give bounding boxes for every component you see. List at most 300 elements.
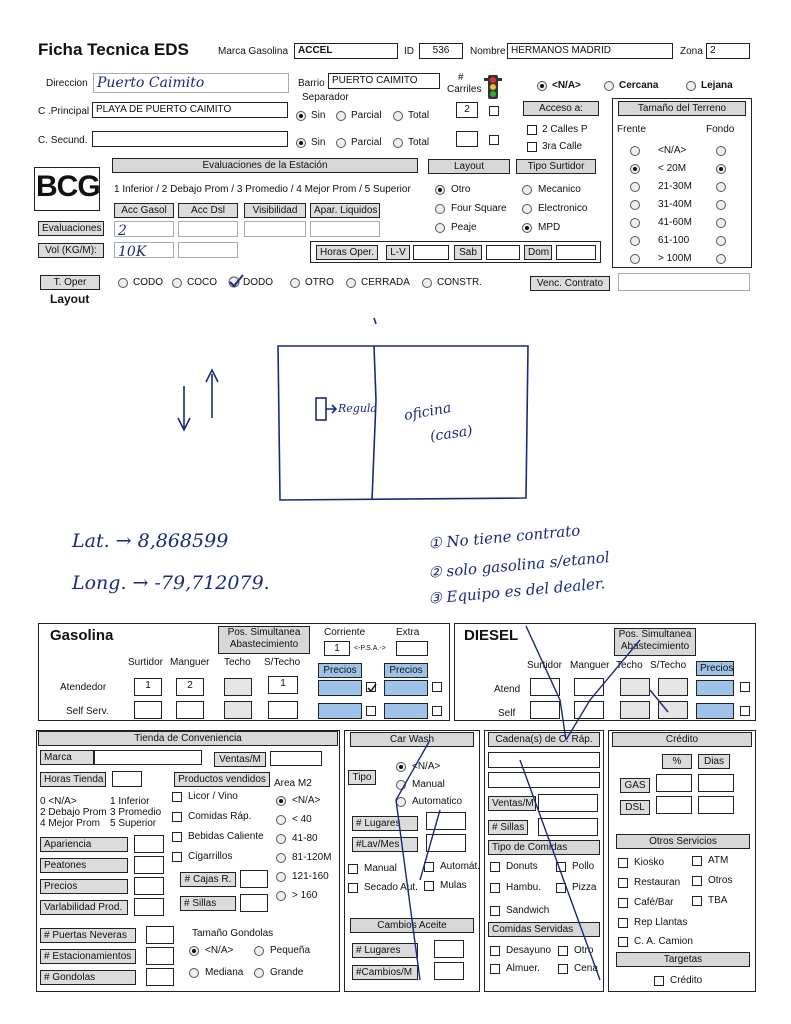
carriles-secund-field[interactable]	[456, 131, 478, 147]
gas-atendedor-label: Atendedor	[60, 682, 107, 693]
gasolina-extra-field[interactable]	[396, 641, 428, 656]
terreno-frente-radio[interactable]	[630, 164, 640, 174]
cadena-desayuno-check[interactable]	[490, 946, 500, 956]
carriles-principal-check[interactable]	[489, 106, 499, 116]
carwash-automat-check[interactable]	[424, 862, 434, 872]
eval-acc-gasol-field[interactable]	[114, 221, 174, 237]
layout-otro-label: Otro	[451, 184, 471, 195]
otros-servicio-check[interactable]	[618, 898, 628, 908]
otros-servicio-check[interactable]	[692, 856, 702, 866]
toper-radio[interactable]	[290, 278, 300, 288]
tienda-eval-field[interactable]	[134, 898, 164, 916]
sep2-parcial-radio[interactable]	[336, 138, 346, 148]
col-visibilidad: Visibilidad	[244, 203, 306, 218]
dsl-atend-stecho[interactable]	[658, 678, 688, 696]
gas-self-precio-corriente[interactable]	[318, 703, 362, 719]
layout-sketch-drawing	[150, 310, 550, 530]
toper-option-label: CONSTR.	[437, 277, 482, 288]
acceso-header: Acceso a:	[523, 101, 599, 116]
proximity-cercana-radio[interactable]	[604, 81, 614, 91]
cadena-almuer-label: Almuer.	[506, 963, 540, 974]
terreno-option-label: <N/A>	[658, 145, 687, 156]
direccion-field[interactable]	[93, 73, 289, 93]
terreno-fondo-radio[interactable]	[716, 218, 726, 228]
layout-peaje-label: Peaje	[451, 222, 477, 233]
area-option-label: 121-160	[292, 871, 329, 882]
gasolina-psa-label: <-P.S.A.->	[354, 645, 386, 652]
tienda-eval-label: Peatones	[40, 858, 128, 873]
gas-self-stecho[interactable]	[268, 701, 298, 719]
surtidor-mpd-label: MPD	[538, 222, 561, 233]
horas-dom-label: Dom	[524, 245, 552, 260]
gondolas-mediana-radio[interactable]	[189, 968, 199, 978]
cadena-otro-label: Otro	[574, 945, 594, 956]
cadena-pollo-check[interactable]	[556, 862, 566, 872]
surtidor-mecanico-radio[interactable]	[522, 185, 532, 195]
tienda-eval-field[interactable]	[134, 856, 164, 874]
gondolas-pequena-label: Pequeña	[270, 945, 311, 956]
dsl-atend-surtidor[interactable]	[530, 678, 560, 696]
gasolina-corriente-field[interactable]: 1	[324, 641, 350, 656]
marca-gasolina-field[interactable]: ACCEL	[294, 43, 398, 59]
zona-label: Zona	[680, 46, 703, 57]
horas-lv-label: L-V	[386, 245, 410, 260]
toper-radio[interactable]	[118, 278, 128, 288]
terreno-option-label: 21-30M	[658, 181, 692, 192]
sep2-total-label: Total	[408, 137, 430, 148]
cadena-servidas-header: Comidas Servidas	[488, 922, 600, 937]
toper-label: T. Oper	[40, 275, 100, 290]
tienda-eval-field[interactable]	[134, 877, 164, 895]
sep2-parcial-label: Parcial	[351, 137, 382, 148]
otros-servicio-label: Café/Bar	[634, 897, 674, 908]
tienda-horas-field[interactable]	[112, 771, 142, 787]
tienda-horas-label: Horas Tienda	[40, 772, 106, 787]
tienda-eval-label: Varlabilidad Prod.	[40, 900, 128, 915]
tienda-scale-left	[40, 796, 107, 829]
carriles-secund-check[interactable]	[489, 135, 499, 145]
layout-sketch-title: Layout	[50, 292, 90, 306]
gasolina-title: Gasolina	[50, 627, 114, 644]
carwash-lavmes-field[interactable]	[426, 834, 466, 852]
gas-col-stecho: S/Techo	[264, 657, 301, 668]
cprincipal-label: C .Principal	[38, 106, 90, 117]
terreno-fondo-radio[interactable]	[716, 146, 726, 156]
otros-servicio-check[interactable]	[692, 896, 702, 906]
cadena-ventas-field[interactable]	[538, 794, 598, 812]
terreno-frente-radio[interactable]	[630, 254, 640, 264]
gas-self-surtidor[interactable]	[134, 701, 162, 719]
terreno-frente-radio[interactable]	[630, 218, 640, 228]
area-option-label: < 40	[292, 814, 312, 825]
surtidor-electronico-label: Electronico	[538, 203, 588, 214]
tienda-bottom-field[interactable]	[146, 947, 174, 965]
horas-dom-field[interactable]	[556, 245, 596, 260]
cadena-sandwich-label: Sandwich	[506, 905, 550, 916]
acceso-3racalle-label: 3ra Calle	[542, 141, 583, 152]
cadena-hambu-check[interactable]	[490, 883, 500, 893]
producto-label: Bebidas Caliente	[188, 831, 264, 842]
gas-self-manguer[interactable]	[176, 701, 204, 719]
producto-check[interactable]	[172, 852, 182, 862]
dsl-precios: Precios	[696, 661, 734, 676]
dsl-self-manguer[interactable]	[574, 701, 604, 719]
otros-servicio-check[interactable]	[692, 876, 702, 886]
cadena-donuts-label: Donuts	[506, 861, 538, 872]
gas-self-precio-extra[interactable]	[384, 703, 428, 719]
terreno-frente-radio[interactable]	[630, 236, 640, 246]
zona-field[interactable]: 2	[706, 43, 750, 59]
tienda-scale-3: 3 Promedio	[110, 807, 162, 818]
dsl-atend-precio[interactable]	[696, 680, 734, 696]
dsl-self-precio[interactable]	[696, 703, 734, 719]
cadena-donuts-check[interactable]	[490, 862, 500, 872]
tienda-sillas-field[interactable]	[240, 894, 268, 912]
gondolas-size-label: Tamaño Gondolas	[192, 928, 274, 939]
cadena-sandwich-check[interactable]	[490, 906, 500, 916]
carwash-lavmes-label: #Lav/Mes	[352, 837, 418, 852]
evaluaciones-row-label: Evaluaciones	[38, 221, 104, 236]
dsl-atend-manguer[interactable]	[574, 678, 604, 696]
gas-atend-corriente-check[interactable]	[366, 682, 376, 692]
nombre-label: Nombre	[470, 46, 506, 57]
check-icon	[367, 683, 377, 693]
dsl-col-manguer: Manguer	[570, 660, 610, 671]
tienda-scale-2: 2 Debajo Prom	[40, 807, 107, 818]
otros-servicio-label: Kiosko	[634, 857, 665, 868]
venc-contrato-label: Venc. Contrato	[530, 276, 610, 291]
gas-self-extra-check[interactable]	[432, 706, 442, 716]
gas-self-corriente-check[interactable]	[366, 706, 376, 716]
producto-label: Licor / Vino	[188, 791, 238, 802]
eval-visibilidad-field[interactable]	[244, 221, 306, 237]
otros-servicio-check[interactable]	[618, 918, 628, 928]
tienda-ventas-label: Ventas/M	[214, 752, 266, 767]
terreno-option-label: < 20M	[658, 163, 687, 174]
col-acc-gasol: Acc Gasol	[114, 203, 174, 218]
producto-check[interactable]	[172, 832, 182, 842]
gondolas-na-radio[interactable]	[189, 946, 199, 956]
cambios-lugares-field[interactable]	[434, 940, 464, 958]
gondolas-grande-radio[interactable]	[254, 968, 264, 978]
area-radio[interactable]	[276, 853, 286, 863]
targetas-header: Targetas	[616, 952, 750, 967]
producto-check[interactable]	[172, 792, 182, 802]
eval-acc-dsl-field[interactable]	[178, 221, 238, 237]
toper-option-label: DODO	[243, 277, 273, 288]
sep1-total-label: Total	[408, 110, 430, 121]
dsl-atend-label: Atend	[494, 684, 521, 695]
tienda-eval-field[interactable]	[134, 835, 164, 853]
layout-foursquare-label: Four Square	[451, 203, 507, 214]
horas-sab-field[interactable]	[486, 245, 520, 260]
tienda-bottom-label: # Puertas Neveras	[40, 928, 136, 943]
tienda-bottom-label: # Estacionamientos	[40, 949, 136, 964]
venc-contrato-field[interactable]	[618, 273, 750, 291]
horas-sab-label: Sab	[454, 245, 482, 260]
sep2-sin-radio[interactable]	[296, 138, 306, 148]
dsl-self-techo[interactable]	[620, 701, 650, 719]
toper-radio[interactable]	[422, 278, 432, 288]
acceso-2calles-check[interactable]	[527, 125, 537, 135]
toper-radio[interactable]	[346, 278, 356, 288]
credito-dsl-label: DSL	[620, 800, 650, 815]
surtidor-electronico-radio[interactable]	[522, 204, 532, 214]
dsl-atend-check[interactable]	[740, 682, 750, 692]
layout-otro-radio[interactable]	[435, 185, 445, 195]
sep1-sin-label: Sin	[311, 110, 326, 121]
dsl-col-stecho: S/Techo	[650, 660, 687, 671]
terreno-option-label: > 100M	[658, 253, 692, 264]
terreno-frente-radio[interactable]	[630, 182, 640, 192]
credito-gas-dias[interactable]	[698, 774, 734, 792]
tienda-area-label: Area M2	[274, 778, 312, 789]
separador-label: Separador	[302, 92, 349, 103]
gas-atend-techo[interactable]	[224, 678, 252, 696]
area-option-label: 81-120M	[292, 852, 332, 863]
csecund-label: C. Secund.	[38, 135, 88, 146]
carwash-secado-check[interactable]	[348, 883, 358, 893]
proximity-cercana-label: Cercana	[619, 80, 659, 91]
cprincipal-field[interactable]: PLAYA DE PUERTO CAIMITO	[92, 102, 288, 118]
col-apar-liquidos: Apar. Liquidos	[310, 203, 380, 218]
carwash-lugares-field[interactable]	[426, 812, 466, 830]
sep1-parcial-label: Parcial	[351, 110, 382, 121]
cadena-tipo-header: Tipo de Comidas	[488, 840, 600, 855]
surtidor-mpd-radio[interactable]	[522, 223, 532, 233]
proximity-na-radio[interactable]	[537, 81, 547, 91]
terreno-fondo-radio[interactable]	[716, 254, 726, 264]
sep2-total-radio[interactable]	[393, 138, 403, 148]
tienda-bottom-field[interactable]	[146, 968, 174, 986]
gas-atend-surtidor[interactable]: 1	[134, 678, 162, 696]
latitude-text: Lat. → 8,868599	[72, 530, 229, 552]
cadena-cena-check[interactable]	[558, 964, 568, 974]
dsl-self-label: Self	[498, 708, 516, 719]
cadena-pizza-label: Pizza	[572, 882, 597, 893]
carwash-mulas-check[interactable]	[424, 881, 434, 891]
terreno-option-label: 31-40M	[658, 199, 692, 210]
carwash-automatico-label: Automatico	[412, 796, 463, 807]
sep1-total-radio[interactable]	[393, 111, 403, 121]
tienda-scale-1: 1 Inferior	[110, 796, 150, 807]
dsl-self-stecho[interactable]	[658, 701, 688, 719]
vol-extra-field[interactable]	[178, 242, 238, 258]
proximity-lejana-radio[interactable]	[686, 81, 696, 91]
tienda-scale-5: 5 Superior	[110, 818, 157, 829]
terreno-fondo-radio[interactable]	[716, 164, 726, 174]
diesel-title: DIESEL	[464, 627, 519, 644]
targetas-credito-label: Crédito	[670, 975, 703, 986]
gas-atend-precio-corriente[interactable]	[318, 680, 362, 696]
gas-precios-corriente: Precios	[318, 663, 362, 678]
note-3: ③ Equipo es del dealer.	[427, 574, 606, 608]
carwash-mulas-check-label: Mulas	[440, 880, 467, 891]
gas-atend-stecho[interactable]: 1	[268, 676, 298, 694]
layout-peaje-radio[interactable]	[435, 223, 445, 233]
cadena-pollo-label: Pollo	[572, 861, 595, 872]
marca-gasolina-label: Marca Gasolina	[218, 46, 289, 57]
area-option-label: > 160	[292, 890, 318, 901]
carwash-na-label: <N/A>	[412, 761, 441, 772]
tienda-ventas-field[interactable]	[270, 751, 322, 766]
gasolina-pos-simultanea: Pos. Simultanea Abastecimiento	[218, 626, 310, 654]
proximity-na-label: <N/A>	[552, 80, 581, 91]
longitude-text: Long. → -79,712079.	[72, 572, 270, 594]
credito-gas-pct[interactable]	[656, 774, 692, 792]
otros-servicio-label: TBA	[708, 895, 728, 906]
carwash-manual-check[interactable]	[348, 864, 358, 874]
gas-atend-manguer[interactable]: 2	[176, 678, 204, 696]
note-1: ① No tiene contrato	[427, 521, 581, 553]
acceso-2calles-label: 2 Calles P	[542, 124, 588, 135]
carwash-secado-check-label: Secado Aut.	[364, 882, 418, 893]
cambios-m-label: #Cambios/M	[352, 965, 418, 980]
carriles-label: Carriles	[447, 84, 482, 95]
gas-col-manguer: Manguer	[170, 657, 210, 668]
carwash-manual-radio[interactable]	[396, 780, 406, 790]
cadena-hambu-label: Hambu.	[506, 882, 542, 893]
proximity-lejana-label: Lejana	[701, 80, 733, 91]
credito-pct-label: %	[662, 754, 692, 769]
otros-servicio-check[interactable]	[618, 878, 628, 888]
gas-self-label: Self Serv.	[66, 706, 109, 717]
gondolas-pequena-radio[interactable]	[254, 946, 264, 956]
producto-check[interactable]	[172, 812, 182, 822]
producto-label: Comidas Ráp.	[188, 811, 252, 822]
horas-lv-field[interactable]	[413, 245, 449, 260]
cadena-pizza-check[interactable]	[556, 883, 566, 893]
cadena-sillas-field[interactable]	[538, 818, 598, 836]
frente-label: Frente	[617, 124, 646, 135]
toper-option-label: CERRADA	[361, 277, 410, 288]
otros-servicio-label: ATM	[708, 855, 729, 866]
area-radio[interactable]	[276, 872, 286, 882]
cadena-name-field-2[interactable]	[488, 772, 600, 788]
traffic-light-icon	[484, 75, 502, 99]
terreno-frente-radio[interactable]	[630, 200, 640, 210]
surtidor-header: Tipo Surtidor	[516, 159, 596, 174]
vol-field[interactable]	[114, 242, 174, 258]
sep2-sin-label: Sin	[311, 137, 326, 148]
tienda-marca-label: Marca	[40, 750, 94, 765]
gasolina-corriente-label: Corriente	[324, 627, 366, 638]
gas-precios-extra: Precios	[384, 663, 428, 678]
area-radio[interactable]	[276, 891, 286, 901]
sep1-sin-radio[interactable]	[296, 111, 306, 121]
dsl-col-surtidor: Surtidor	[527, 660, 563, 671]
credito-header: Crédito	[612, 732, 752, 747]
otros-servicios-header: Otros Servicios	[616, 834, 750, 849]
gasolina-extra-label: Extra	[396, 627, 420, 638]
toper-option-label: COCO	[187, 277, 217, 288]
cadena-desayuno-label: Desayuno	[506, 945, 552, 956]
acceso-3racalle-check[interactable]	[527, 142, 537, 152]
bcg-logo: BCG	[36, 170, 100, 203]
terreno-frente-radio[interactable]	[630, 146, 640, 156]
csecund-field[interactable]	[92, 131, 288, 147]
tienda-marca-field[interactable]	[94, 750, 202, 765]
otros-servicio-check[interactable]	[618, 937, 628, 947]
layout-foursquare-radio[interactable]	[435, 204, 445, 214]
cambios-m-field[interactable]	[434, 962, 464, 980]
tienda-cajas-field[interactable]	[240, 870, 268, 888]
handwritten-check-icon[interactable]	[228, 274, 244, 288]
terreno-option-label: 41-60M	[658, 217, 692, 228]
tienda-bottom-label: # Gondolas	[40, 970, 136, 985]
otros-servicio-label: C. A. Camion	[634, 936, 693, 947]
terreno-fondo-radio[interactable]	[716, 236, 726, 246]
carwash-na-radio[interactable]	[396, 762, 406, 772]
carriles-principal-field[interactable]: 2	[456, 102, 478, 118]
gas-col-techo: Techo	[224, 657, 251, 668]
cadena-almuer-check[interactable]	[490, 964, 500, 974]
tienda-scale-0: 0 <N/A>	[40, 796, 77, 807]
targetas-credito-check[interactable]	[654, 976, 664, 986]
credito-dsl-dias[interactable]	[698, 796, 734, 814]
cadena-otro-check[interactable]	[558, 946, 568, 956]
gas-atend-extra-check[interactable]	[432, 682, 442, 692]
tienda-bottom-field[interactable]	[146, 926, 174, 944]
vol-value: 10K	[118, 244, 147, 258]
gas-col-surtidor: Surtidor	[128, 657, 164, 668]
terreno-fondo-radio[interactable]	[716, 200, 726, 210]
evaluaciones-header: Evaluaciones de la Estación	[112, 158, 418, 173]
producto-label: Cigarrillos	[188, 851, 233, 862]
tienda-scale-4: 4 Mejor Prom	[40, 818, 101, 829]
otros-servicio-label: Rep Llantas	[634, 917, 688, 928]
gas-atend-precio-extra[interactable]	[384, 680, 428, 696]
diesel-pos-simultanea: Pos. Simultanea Abastecimiento	[614, 628, 696, 656]
area-radio[interactable]	[276, 796, 286, 806]
area-radio[interactable]	[276, 834, 286, 844]
eval-apar-liquidos-field[interactable]	[310, 221, 380, 237]
terreno-fondo-radio[interactable]	[716, 182, 726, 192]
tienda-eval-label: Precios	[40, 879, 128, 894]
gondolas-grande-label: Grande	[270, 967, 304, 978]
sep1-parcial-radio[interactable]	[336, 111, 346, 121]
nombre-field[interactable]: HERMANOS MADRID	[507, 43, 673, 59]
credito-gas-label: GAS	[620, 778, 650, 793]
cadena-header: Cadena(s) de C. Ráp.	[488, 732, 600, 747]
carwash-header: Car Wash	[350, 732, 474, 747]
gas-self-techo[interactable]	[224, 701, 252, 719]
toper-option-label: CODO	[133, 277, 163, 288]
eval-scale-text: 1 Inferior / 2 Debajo Prom / 3 Promedio / 4 Mejor Prom / 5 Superior	[114, 184, 411, 195]
note-2: ② solo gasolina s/etanol	[427, 548, 611, 582]
barrio-field[interactable]: PUERTO CAIMITO	[328, 73, 440, 89]
col-acc-dsl: Acc Dsl	[178, 203, 238, 218]
id-field[interactable]: 536	[419, 43, 463, 59]
carwash-lugares-label: # Lugares	[352, 816, 418, 831]
area-radio[interactable]	[276, 815, 286, 825]
horas-oper-label: Horas Oper.	[316, 245, 378, 260]
form-title: Ficha Tecnica EDS	[38, 40, 189, 59]
credito-dsl-pct[interactable]	[656, 796, 692, 814]
cadena-cena-label: Cena	[574, 963, 598, 974]
carwash-tipo-label: Tipo	[348, 770, 376, 785]
dsl-self-check[interactable]	[740, 706, 750, 716]
dsl-self-surtidor[interactable]	[530, 701, 560, 719]
toper-radio[interactable]	[172, 278, 182, 288]
tienda-sillas-label: # Sillas	[180, 896, 236, 911]
tienda-header: Tienda de Conveniencia	[38, 731, 338, 746]
dsl-atend-techo[interactable]	[620, 678, 650, 696]
carwash-automatico-radio[interactable]	[396, 797, 406, 807]
gondolas-mediana-label: Mediana	[205, 967, 244, 978]
cadena-name-field-1[interactable]	[488, 752, 600, 768]
otros-servicio-check[interactable]	[618, 858, 628, 868]
